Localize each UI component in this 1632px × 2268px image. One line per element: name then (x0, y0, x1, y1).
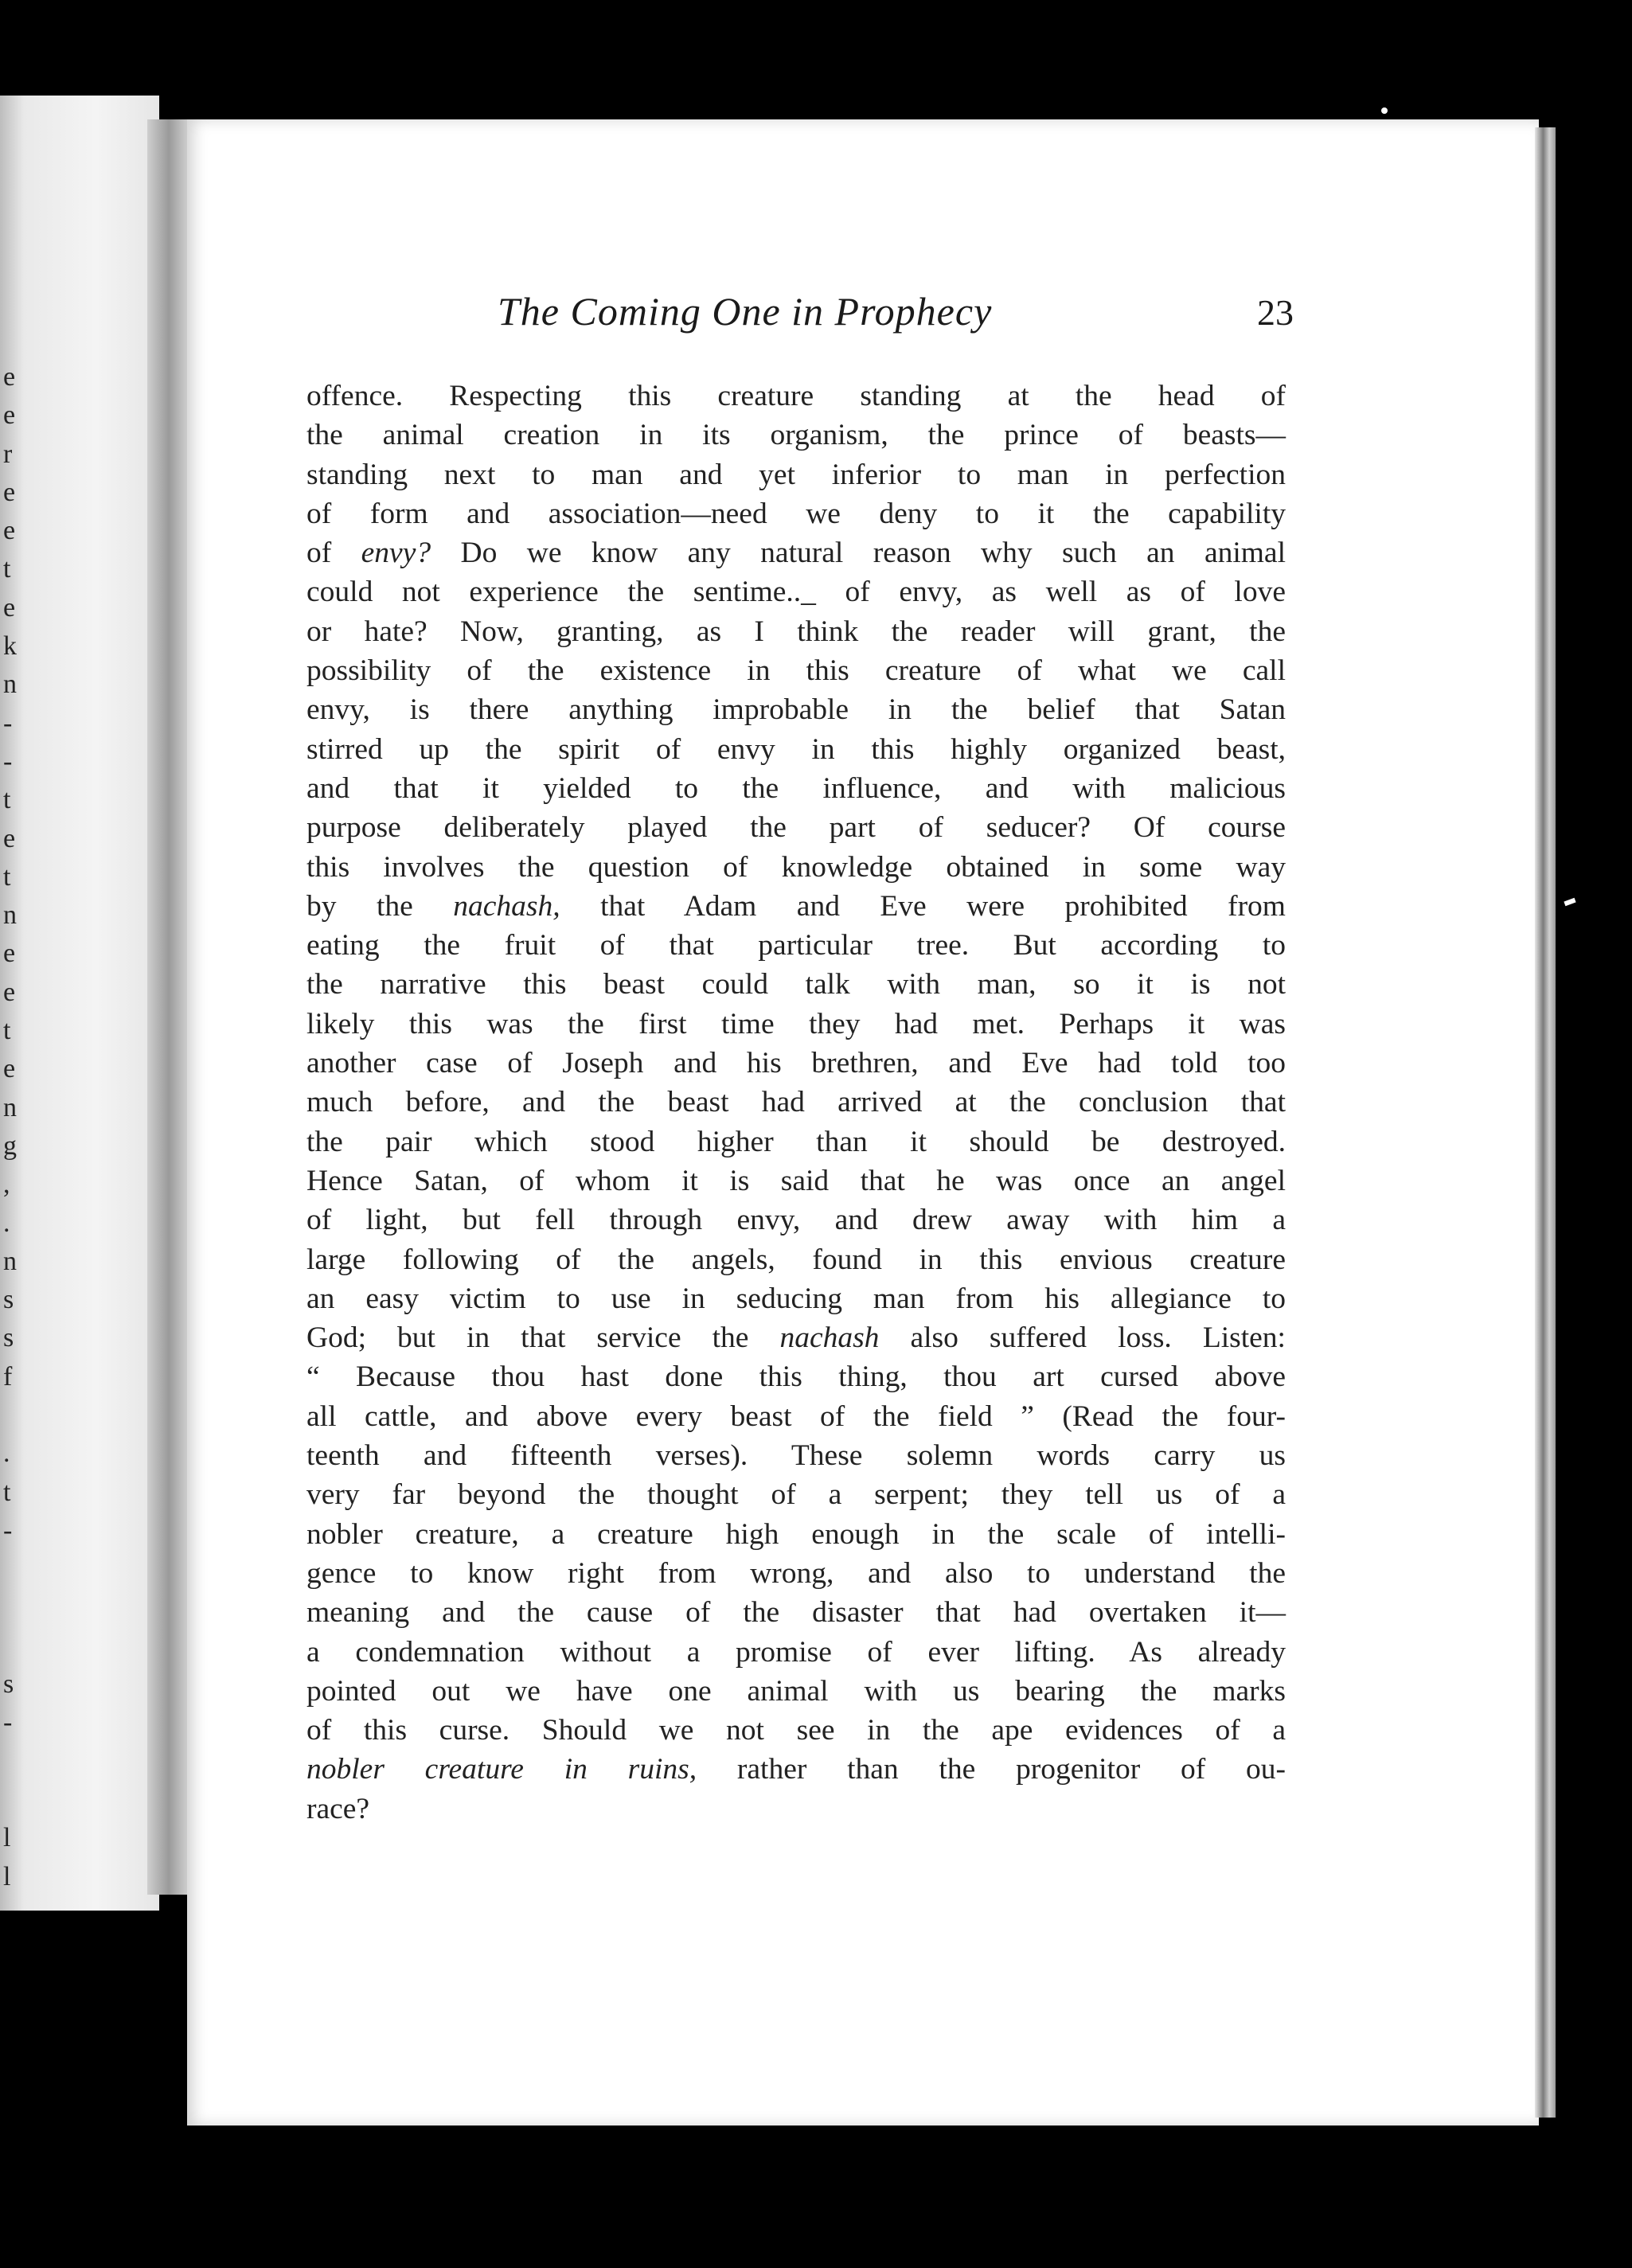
previous-page-fragment: e (3, 477, 16, 507)
previous-page-fragment: f (3, 1361, 13, 1392)
text-line: teenth and fifteenth verses). These solemn words carry us (306, 1439, 1286, 1473)
text-line: large following of the angels, found in this envious creature (306, 1243, 1286, 1276)
previous-page-fragment: , (3, 1169, 10, 1200)
text-line: stirred up the spirit of envy in this highly organized beast, (306, 732, 1286, 766)
previous-page-fragment: l (3, 1861, 11, 1891)
text-line: envy, is there anything improbable in the belief that Satan (306, 693, 1286, 727)
previous-page-fragment: n (3, 1246, 17, 1276)
previous-page-fragment: . (3, 1438, 10, 1469)
running-head (306, 288, 1294, 344)
previous-page-fragment: - (3, 708, 13, 738)
previous-page-fragment (0, 1781, 32, 1819)
previous-page-fragment: e (3, 362, 16, 392)
previous-page-fragment: e (3, 592, 16, 623)
text-line: all cattle, and above every beast of the field ” (Read the four- (306, 1399, 1286, 1433)
text-line: this involves the question of knowledge obtained in some way (306, 850, 1286, 884)
text-line: of light, but fell through envy, and drew away with him a (306, 1204, 1286, 1237)
text-line: meaning and the cause of the disaster that had overtaken it— (306, 1596, 1286, 1630)
text-line: eating the fruit of that particular tree. But according to (306, 929, 1286, 962)
text-line: standing next to man and yet inferior to man in perfection (306, 458, 1286, 491)
text-line: nobler creature in ruins, rather than the progenitor of ou- (306, 1753, 1286, 1786)
text-line: Hence Satan, of whom it is said that he was once an angel (306, 1164, 1286, 1197)
text-line: nobler creature, a creature high enough in the scale of intelli- (306, 1517, 1286, 1551)
previous-page-fragment: t (3, 785, 11, 815)
previous-page-fragment: e (3, 516, 16, 546)
text-line: God; but in that service the nachash also suffered loss. Listen: (306, 1321, 1286, 1355)
text-line: by the nachash, that Adam and Eve were prohibited from (306, 889, 1286, 923)
text-line: gence to know right from wrong, and also to understand the (306, 1556, 1286, 1590)
text-line: of this curse. Should we not see in the ape evidences of a (306, 1714, 1286, 1747)
previous-page-fragment: t (3, 861, 11, 892)
previous-page-fragment: - (3, 746, 13, 776)
previous-page-fragment (0, 1550, 32, 1588)
text-line: another case of Joseph and his brethren, and Eve had told too (306, 1047, 1286, 1080)
previous-page-fragment: e (3, 823, 16, 853)
text-line: of envy? Do we know any natural reason why such an animal (306, 537, 1286, 570)
previous-page-fragment (0, 1589, 32, 1627)
previous-page-fragment: t (3, 1477, 11, 1507)
previous-page-fragment: s (3, 1323, 14, 1353)
previous-page-fragment: - (3, 1708, 13, 1738)
previous-page-fragment: l (3, 1823, 11, 1853)
text-line: purpose deliberately played the part of seducer? Of course (306, 811, 1286, 845)
text-line: the animal creation in its organism, the prince of beasts— (306, 419, 1286, 452)
text-line: the narrative this beast could talk with man, so it is not (306, 968, 1286, 1001)
text-line: or hate? Now, granting, as I think the reader will grant, the (306, 615, 1286, 648)
text-line: offence. Respecting this creature standing at the head of (306, 380, 1286, 412)
text-line: a condemnation without a promise of ever lifting. As already (306, 1635, 1286, 1669)
previous-page-fragment: n (3, 900, 17, 931)
text-line: much before, and the beast had arrived at the conclusion that (306, 1086, 1286, 1119)
previous-page-fragment: t (3, 1016, 11, 1046)
previous-page-fragment: e (3, 400, 16, 431)
previous-page-fragment: g (3, 1130, 17, 1161)
previous-page-fragment: - (3, 1515, 13, 1545)
text-line: could not experience the sentime.._ of envy, as well as of love (306, 576, 1286, 609)
previous-page-fragment: r (3, 439, 13, 469)
previous-page-line-endings (0, 358, 32, 1896)
text-line: an easy victim to use in seducing man from his allegiance to (306, 1282, 1286, 1315)
previous-page-fragment: e (3, 977, 16, 1007)
body-text (306, 377, 1286, 1829)
text-line: “ Because thou hast done this thing, thou art cursed above (306, 1360, 1286, 1394)
text-line: very far beyond the thought of a serpent; they tell us of a (306, 1478, 1286, 1512)
dust-speck (1564, 898, 1575, 906)
text-line: pointed out we have one animal with us bearing the marks (306, 1674, 1286, 1708)
previous-page-fragment: e (3, 1054, 16, 1084)
text-line: likely this was the first time they had met. Perhaps it was (306, 1007, 1286, 1040)
previous-page-fragment: e (3, 939, 16, 969)
page-number: 23 (1257, 292, 1294, 333)
previous-page-fragment (0, 1396, 32, 1435)
previous-page-fragment: . (3, 1208, 10, 1238)
previous-page-fragment (0, 1627, 32, 1665)
text-line: of form and association—need we deny to it the capability (306, 497, 1286, 530)
text-line: race? (306, 1792, 370, 1825)
previous-page-fragment: k (3, 631, 17, 662)
previous-page-fragment: s (3, 1285, 14, 1315)
previous-page-fragment (0, 1743, 32, 1781)
text-line: and that it yielded to the influence, and with malicious (306, 771, 1286, 805)
previous-page-fragment: t (3, 554, 11, 584)
dust-speck (1381, 107, 1388, 114)
previous-page-fragment: s (3, 1669, 14, 1700)
text-line: the pair which stood higher than it should be destroyed. (306, 1125, 1286, 1158)
previous-page-fragment: n (3, 669, 17, 700)
text-line: possibility of the existence in this creature of what we call (306, 654, 1286, 688)
previous-page-fragment: n (3, 1092, 17, 1122)
page-edge (1535, 127, 1556, 2118)
running-title: The Coming One in Prophecy (498, 289, 993, 334)
